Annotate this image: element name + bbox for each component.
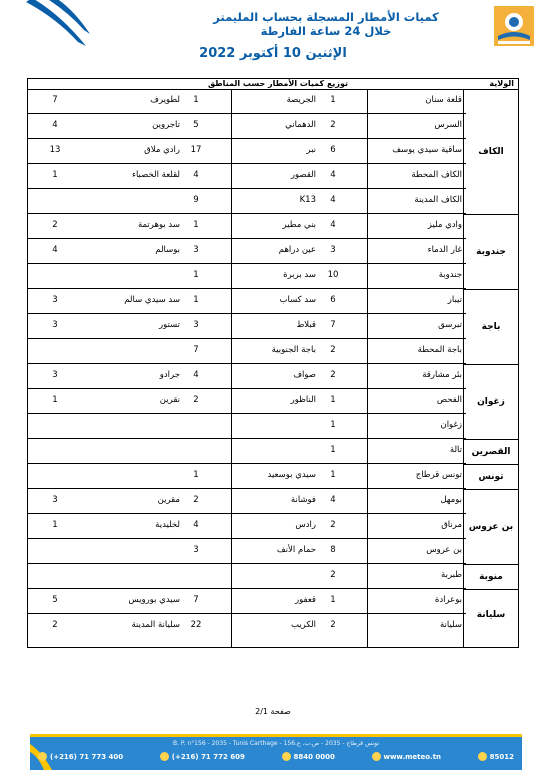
station-name: الكاف المحطة: [411, 170, 462, 180]
rainfall-value: 7: [193, 345, 199, 355]
hotline-contact: 8840 0000: [282, 752, 335, 761]
rainfall-value: 4: [52, 245, 58, 255]
table-row: [28, 164, 466, 189]
rainfall-value: [28, 264, 82, 288]
station-name: طبربة: [441, 570, 462, 580]
rainfall-value: 10: [327, 270, 339, 280]
rainfall-value: 1: [330, 420, 336, 430]
rainfall-value: 1: [193, 270, 199, 280]
station-name: ساقية سيدي يوسف: [392, 145, 462, 155]
rainfall-table: [27, 78, 519, 648]
rainfall-value: 13: [49, 145, 61, 155]
state-cell: بن عروس: [464, 489, 518, 564]
rainfall-value: 2: [330, 345, 336, 355]
table-row: [28, 589, 466, 614]
station-name: سليانة المدينة: [131, 620, 180, 630]
station-name: [210, 439, 316, 463]
rainfall-value: 1: [330, 95, 336, 105]
rainfall-value: 4: [330, 170, 336, 180]
table-row: [28, 464, 466, 489]
rainfall-value: 2: [52, 220, 58, 230]
rainfall-value: 2: [193, 495, 199, 505]
rainfall-value: 4: [193, 370, 199, 380]
station-name: تستور: [158, 320, 180, 330]
station-name: غار الدماء: [427, 245, 462, 255]
globe-icon: [372, 752, 381, 761]
station-name: [84, 414, 180, 438]
rainfall-value: 6: [330, 295, 336, 305]
table-row: [28, 89, 466, 114]
footer-contacts: [38, 752, 514, 761]
state-cell: القصرين: [464, 439, 518, 464]
rainfall-value: [182, 414, 210, 438]
station-name: مقرين: [157, 495, 180, 505]
rainfall-value: 2: [52, 620, 58, 630]
station-name: بئر مشارقة: [422, 370, 462, 380]
rainfall-value: [28, 414, 82, 438]
station-name: قعفور: [295, 595, 316, 605]
station-name: [210, 414, 316, 438]
table-row: [28, 289, 466, 314]
table-row: [28, 414, 466, 439]
table-row: [28, 439, 466, 464]
station-name: لخليدية: [155, 520, 180, 530]
station-name: [210, 564, 316, 588]
station-name: [84, 264, 180, 288]
station-name: فوشانة: [290, 495, 316, 505]
table-row: [28, 314, 466, 339]
rainfall-value: 2: [330, 620, 336, 630]
rainfall-value: 3: [52, 320, 58, 330]
rainfall-value: 3: [330, 245, 336, 255]
station-name: الجريصة: [286, 95, 316, 105]
phone-icon: [38, 752, 47, 761]
rainfall-value: [182, 439, 210, 463]
station-name: الكريب: [290, 620, 316, 630]
state-cell: باجة: [464, 289, 518, 364]
table-row: [28, 114, 466, 139]
station-name: لطويرف: [150, 95, 180, 105]
rainfall-value: 2: [330, 570, 336, 580]
report-subtitle: خلال 24 ساعة الفارطة: [260, 24, 392, 38]
station-name: بومهل: [440, 495, 462, 505]
table-row: [28, 614, 466, 639]
rainfall-value: 7: [52, 95, 58, 105]
station-name: رادس: [295, 520, 316, 530]
rainfall-value: 2: [330, 520, 336, 530]
state-cell: منوبة: [464, 564, 518, 589]
table-row: [28, 214, 466, 239]
rainfall-value: 1: [330, 470, 336, 480]
station-name: سيدي بورويس: [128, 595, 180, 605]
rainfall-value: 5: [193, 120, 199, 130]
table-row: [28, 339, 466, 364]
rainfall-value: 4: [193, 520, 199, 530]
station-name: باجة الجنوبية: [271, 345, 316, 355]
footer-stripe: [30, 734, 522, 737]
rainfall-value: 1: [193, 470, 199, 480]
rainfall-value: 2: [193, 395, 199, 405]
sms-contact: 85012: [478, 752, 514, 761]
rainfall-value: 3: [193, 245, 199, 255]
station-name: [84, 189, 180, 213]
rainfall-value: 4: [330, 195, 336, 205]
rainfall-value: [28, 564, 82, 588]
institute-logo: [494, 6, 534, 46]
rainfall-value: [28, 189, 82, 213]
rainfall-value: 1: [193, 220, 199, 230]
station-name: سيدي بوسعيد: [267, 470, 316, 480]
header-distribution: توزيع كميات الأمطار حسب المناطق: [207, 79, 349, 88]
station-name: جرادو: [159, 370, 180, 380]
rainfall-value: 1: [193, 95, 199, 105]
table-row: [28, 239, 466, 264]
station-name: K13: [299, 195, 316, 205]
rainfall-value: 1: [52, 170, 58, 180]
station-name: سد بربرة: [283, 270, 316, 280]
station-name: [84, 464, 180, 488]
rainfall-value: 4: [193, 170, 199, 180]
rainfall-value: 1: [193, 295, 199, 305]
station-name: قبلاط: [296, 320, 316, 330]
table-row: [28, 139, 466, 164]
table-row: [28, 489, 466, 514]
rainfall-value: 5: [52, 595, 58, 605]
station-name: سليانة: [439, 620, 462, 630]
station-name: مرناق: [441, 520, 462, 530]
table-row: [28, 389, 466, 414]
table-row: [28, 514, 466, 539]
rainfall-value: [28, 539, 82, 563]
rainfall-value: 7: [330, 320, 336, 330]
report-title: كميات الأمطار المسجلة بحساب المليمتر: [213, 10, 439, 24]
phone-contact: (+216) 71 773 400: [38, 752, 123, 761]
station-name: بني مطير: [282, 220, 316, 230]
station-name: بوعرادة: [434, 595, 462, 605]
rainfall-value: 1: [52, 520, 58, 530]
station-name: جندوبة: [438, 270, 462, 280]
rainfall-value: 3: [52, 495, 58, 505]
rainfall-value: 2: [330, 370, 336, 380]
station-name: تالة: [449, 445, 462, 455]
station-name: زغوان: [440, 420, 462, 430]
footer-address: B. P. n°156 - 2035 - Tunis Carthage - تونس قرطاج - 2035 - ص.ب. ع.156: [172, 740, 380, 747]
state-cell: الكاف: [478, 146, 504, 157]
station-name: قلعة سنان: [425, 95, 462, 105]
rainfall-value: 6: [330, 145, 336, 155]
rainfall-value: 17: [190, 145, 202, 155]
station-name: نبر: [306, 145, 316, 155]
rainfall-value: 4: [330, 495, 336, 505]
station-name: وادي مليز: [427, 220, 462, 230]
rainfall-value: [182, 564, 210, 588]
rainfall-value: [28, 464, 82, 488]
station-name: بوسالم: [155, 245, 180, 255]
table-row: [28, 189, 466, 214]
website-link[interactable]: www.meteo.tn: [372, 752, 442, 761]
header-state: الولاية: [489, 79, 514, 88]
station-name: سد بوهرتمة: [137, 220, 180, 230]
station-name: بن عروس: [426, 545, 462, 555]
column-divider: [367, 89, 368, 647]
phone-icon: [282, 752, 291, 761]
rainfall-value: 3: [52, 370, 58, 380]
page-number: صفحة 2/1: [255, 707, 291, 716]
station-name: السرس: [434, 120, 462, 130]
table-row: [28, 564, 466, 589]
station-name: الفحص: [436, 395, 462, 405]
station-name: سد سيدي سالم: [124, 295, 180, 305]
station-name: تونس قرطاج: [415, 470, 462, 480]
station-name: تبرسق: [438, 320, 462, 330]
rainfall-value: 8: [330, 545, 336, 555]
station-name: عين دراهم: [278, 245, 316, 255]
rainfall-value: 3: [193, 320, 199, 330]
rainfall-value: [28, 439, 82, 463]
station-name: تيبار: [447, 295, 462, 305]
rainfall-value: 7: [193, 595, 199, 605]
state-cell: سليانة: [464, 589, 518, 639]
rainfall-value: [28, 339, 82, 363]
station-name: حمام الأنف: [276, 545, 316, 555]
station-name: [84, 564, 180, 588]
station-name: [84, 539, 180, 563]
rainfall-value: 1: [330, 395, 336, 405]
station-name: [84, 439, 180, 463]
rainfall-value: 1: [330, 595, 336, 605]
rainfall-value: 4: [52, 120, 58, 130]
rainfall-value: 22: [190, 620, 202, 630]
table-row: [28, 364, 466, 389]
station-name: الناظور: [290, 395, 316, 405]
fax-icon: [160, 752, 169, 761]
state-cell: زغوان: [464, 364, 518, 439]
station-name: رادي ملاق: [144, 145, 180, 155]
rainfall-value: 3: [52, 295, 58, 305]
station-name: الكاف المدينة: [414, 195, 462, 205]
table-row: [28, 264, 466, 289]
station-name: سد كساب: [279, 295, 316, 305]
report-date: الإثنين 10 أكتوبر 2022: [199, 46, 347, 61]
rainfall-value: 1: [52, 395, 58, 405]
station-name: القصور: [290, 170, 316, 180]
table-row: [28, 539, 466, 564]
station-name: الدهماني: [285, 120, 316, 130]
station-name: باجة المحطة: [417, 345, 462, 355]
rainfall-value: 4: [330, 220, 336, 230]
sms-icon: [478, 752, 487, 761]
rainfall-value: 9: [193, 195, 199, 205]
station-name: نقرين: [159, 395, 180, 405]
rainfall-value: 3: [193, 545, 199, 555]
station-name: تاجروين: [152, 120, 180, 130]
rainfall-value: 2: [330, 120, 336, 130]
rainfall-value: 1: [330, 445, 336, 455]
footer-bar: [30, 734, 522, 770]
fax-contact: (+216) 71 772 609: [160, 752, 245, 761]
state-cell: جندوبة: [464, 214, 518, 289]
station-name: [84, 339, 180, 363]
station-name: صواف: [293, 370, 316, 380]
column-divider: [231, 89, 232, 647]
station-name: لقلعة الخصباء: [131, 170, 180, 180]
brand-swoosh-graphic: [26, 0, 90, 48]
state-cell: تونس: [464, 464, 518, 489]
